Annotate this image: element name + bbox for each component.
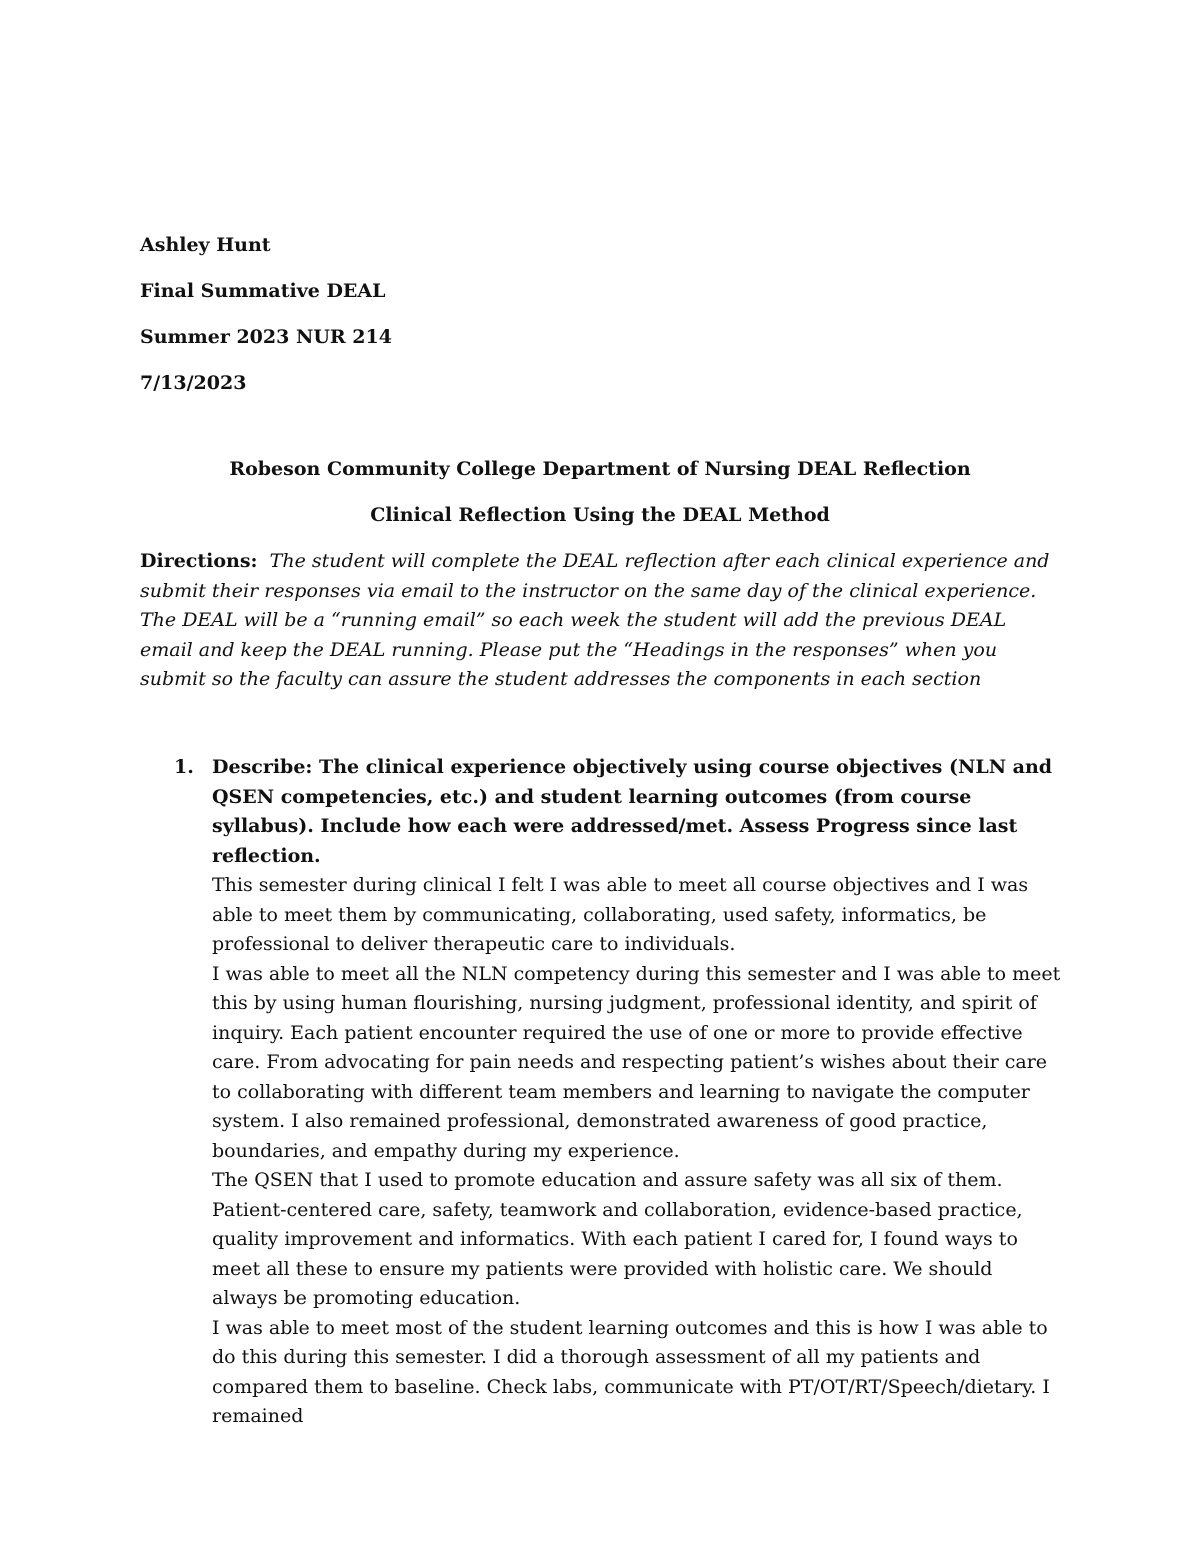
paragraph-nln-competency: I was able to meet all the NLN competency during this semester and I was able to meet this by using human flourishing, nursing judgment, professional identity, and spirit of inquiry. Each patient encounter required the use of one or more to provide effective care. From advocating for pain needs and respecting patient’s wishes about their care to collaborating with different team members and learning to navigate the computer system. I also remained professional, demonstrated awareness of good practice, boundaries, and empathy during my experience. [212, 962, 1061, 1162]
directions-paragraph [140, 547, 1065, 695]
directions-label: Directions: [140, 550, 258, 572]
title-line-1: Robeson Community College Department of Nursing DEAL Reflection [229, 458, 971, 480]
list-item-number: 1. [174, 756, 194, 778]
list-item-heading: Describe: The clinical experience objectively using course objectives (NLN and QSEN competencies, etc.) and student learning outcomes (from course syllabus). Include how each were addressed/met. Assess Progress since last reflection. [212, 756, 1053, 867]
course-term: Summer 2023 NUR 214 [140, 326, 392, 348]
paragraph-qsen: The QSEN that I used to promote education and assure safety was all six of them. Patient-centered care, safety, teamwork and collaboration, evidence-based practice, quality improvement and informatics. With each patient I cared for, I found ways to meet all these to ensure my patients were provided with holistic care. We should always be promoting education. [212, 1169, 1023, 1309]
title-line-2: Clinical Reflection Using the DEAL Method [370, 504, 830, 526]
submission-date: 7/13/2023 [140, 372, 247, 394]
document-header [140, 233, 840, 417]
paragraph-learning-outcomes: I was able to meet most of the student learning outcomes and this is how I was able to do this during this semester. I did a thorough assessment of all my patients and compared them to baseline. Check labs, communicate with PT/OT/RT/Speech/dietary. I remained [212, 1316, 1050, 1427]
assignment-title: Final Summative DEAL [140, 280, 386, 302]
author-name: Ashley Hunt [140, 234, 271, 256]
directions-text: The student will complete the DEAL reflection after each clinical experience and submit their responses via email to the instructor on the same day of the clinical experience. The DEAL will be a “running email” so each week the student will add the previous DEAL email and keep the DEAL running. Please put the “Headings in the responses” when you submit so the faculty can assure the student addresses the components in each section [140, 550, 1050, 690]
list-item-body [212, 753, 1062, 1432]
document-title [140, 457, 1060, 549]
paragraph-course-objectives: This semester during clinical I felt I was able to meet all course objectives and I was able to meet them by communicating, collaborating, used safety, informatics, be professional to deliver therapeutic care to individuals. [212, 874, 1029, 955]
